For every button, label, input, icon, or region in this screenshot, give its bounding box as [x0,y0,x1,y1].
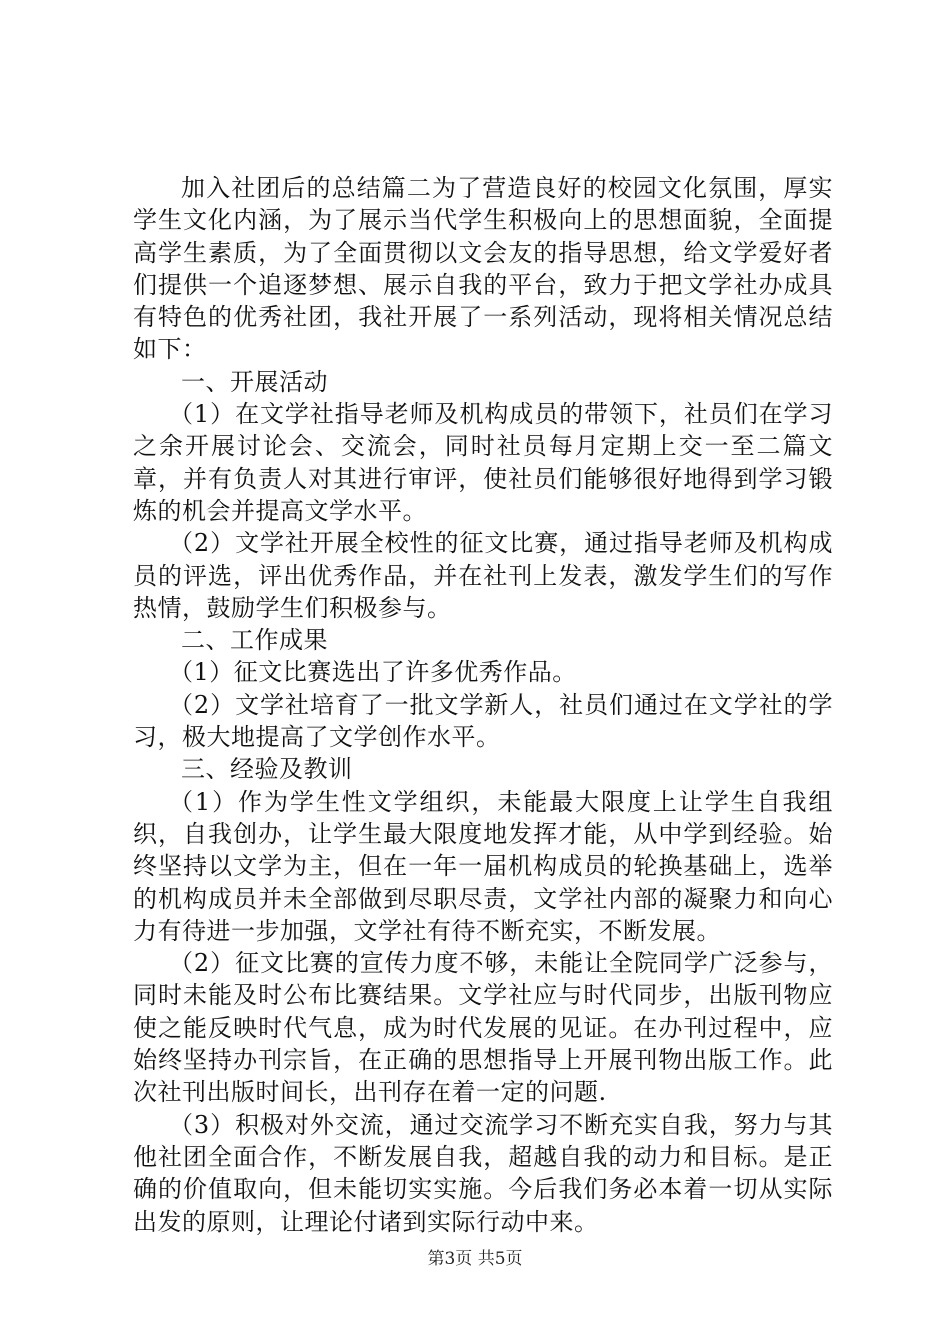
lessons-item-2: （2）征文比赛的宣传力度不够，未能让全院同学广泛参与，同时未能及时公布比赛结果。文学社应与时代同步，出版刊物应使之能反映时代气息，成为时代发展的见证。在办刊过程中，应始终坚持办刊宗旨，在正确的思想指导上开展刊物出版工作。此次社刊出版时间长，出刊存在着一定的问题. [133,949,833,1107]
intro-paragraph: 加入社团后的总结篇二为了营造良好的校园文化氛围，厚实学生文化内涵，为了展示当代学生积极向上的思想面貌，全面提高学生素质，为了全面贯彻以文会友的指导思想，给文学爱好者们提供一个追逐梦想、展示自我的平台，致力于把文学社办成具有特色的优秀社团，我社开展了一系列活动，现将相关情况总结如下： [133,174,833,364]
section-heading-lessons: 三、经验及教训 [181,755,353,784]
section-heading-results: 二、工作成果 [181,626,328,655]
activities-item-1: （1）在文学社指导老师及机构成员的带领下，社员们在学习之余开展讨论会、交流会，同时社员每月定期上交一至二篇文章，并有负责人对其进行审评，使社员们能够很好地得到学习锻炼的机会并提高文学水平。 [133,400,833,525]
results-item-1: （1）征文比赛选出了许多优秀作品。 [169,658,577,687]
section-heading-activities: 一、开展活动 [181,367,328,396]
results-item-2: （2）文学社培育了一批文学新人，社员们通过在文学社的学习，极大地提高了文学创作水平。 [133,690,833,752]
lessons-item-3: （3）积极对外交流，通过交流学习不断充实自我，努力与其他社团全面合作，不断发展自我，超越自我的动力和目标。是正确的价值取向，但未能切实实施。今后我们务必本着一切从实际出发的原则，让理论付诸到实际行动中来。 [133,1110,833,1236]
lessons-item-1: （1）作为学生性文学组织，未能最大限度上让学生自我组织，自我创办，让学生最大限度地发挥才能，从中学到经验。始终坚持以文学为主，但在一年一届机构成员的轮换基础上，选举的机构成员并未全部做到尽职尽责，文学社内部的凝聚力和向心力有待进一步加强，文学社有待不断充实，不断发展。 [133,787,833,945]
activities-item-2: （2）文学社开展全校性的征文比赛，通过指导老师及机构成员的评选，评出优秀作品，并在社刊上发表，激发学生们的写作热情，鼓励学生们积极参与。 [133,529,833,622]
page-footer: 第3页 共5页 [427,1249,523,1269]
document-body [133,172,833,1238]
